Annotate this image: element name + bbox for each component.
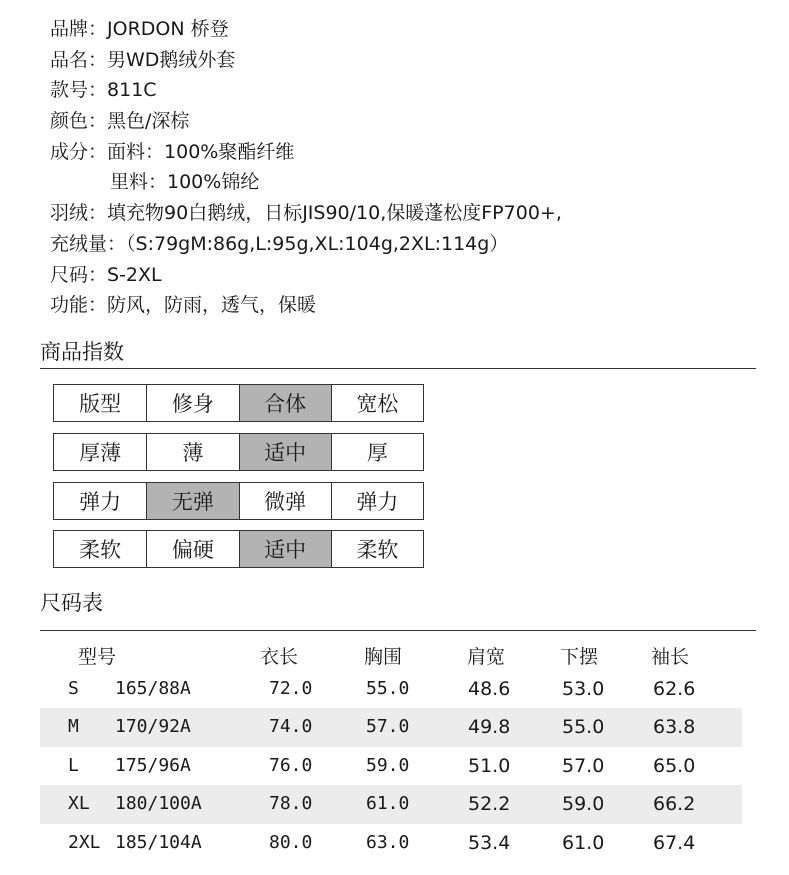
size-row-s	[40, 670, 742, 709]
size-section-title: 尺码表	[40, 591, 103, 615]
size-section-divider	[40, 630, 756, 631]
cell-length: 74.0	[269, 716, 313, 738]
cell-sleeve: 63.8	[653, 716, 696, 739]
index-section-title: 商品指数	[40, 340, 124, 364]
index-option: 偏硬	[146, 531, 238, 567]
index-option: 柔软	[331, 531, 423, 567]
cell-chest: 63.0	[366, 831, 410, 853]
size-chart	[40, 636, 742, 863]
index-row-softness	[53, 530, 424, 568]
spec-function: 功能：防风，防雨，透气，保暖	[50, 294, 317, 317]
cell-shoulder: 53.4	[468, 831, 511, 854]
cell-chest: 61.0	[366, 793, 410, 815]
spec-size-range: 尺码：S-2XL	[50, 263, 162, 286]
index-option: 宽松	[331, 385, 423, 421]
index-option: 修身	[146, 385, 238, 421]
size-row-xl	[40, 785, 742, 824]
index-option: 厚	[331, 434, 423, 470]
header-length: 衣长	[260, 646, 299, 668]
index-option-selected: 适中	[239, 531, 331, 567]
size-row-2xl	[40, 824, 742, 863]
cell-spec: 165/88A	[115, 677, 191, 699]
cell-hem: 59.0	[562, 793, 605, 816]
spec-product-name: 品名：男WD鹅绒外套	[50, 48, 236, 71]
index-option: 薄	[146, 434, 238, 470]
cell-shoulder: 49.8	[468, 716, 511, 739]
cell-hem: 53.0	[562, 677, 605, 700]
cell-hem: 55.0	[562, 716, 605, 739]
cell-size: S	[68, 677, 79, 699]
spec-lining: 里料：100%锦纶	[110, 171, 260, 194]
index-option: 弹力	[331, 483, 423, 519]
product-spec-list	[50, 14, 562, 321]
cell-spec: 170/92A	[115, 716, 191, 738]
index-row-elasticity	[53, 482, 424, 520]
cell-length: 76.0	[269, 754, 313, 776]
size-row-l	[40, 747, 742, 786]
header-sleeve: 袖长	[651, 646, 690, 668]
cell-length: 80.0	[269, 831, 313, 853]
size-row-m	[40, 708, 742, 747]
header-shoulder: 肩宽	[467, 646, 506, 668]
cell-sleeve: 62.6	[653, 677, 696, 700]
cell-hem: 57.0	[562, 754, 605, 777]
cell-shoulder: 51.0	[468, 754, 511, 777]
cell-sleeve: 67.4	[653, 831, 696, 854]
cell-length: 72.0	[269, 677, 313, 699]
spec-composition: 成分：面料：100%聚酯纤维	[50, 140, 295, 163]
cell-size: M	[68, 716, 79, 738]
header-hem: 下摆	[560, 646, 599, 668]
cell-spec: 175/96A	[115, 754, 191, 776]
cell-length: 78.0	[269, 793, 313, 815]
cell-spec: 185/104A	[115, 831, 202, 853]
spec-color: 颜色：黑色/深棕	[50, 110, 190, 133]
cell-chest: 59.0	[366, 754, 410, 776]
index-option: 微弹	[239, 483, 331, 519]
cell-spec: 180/100A	[115, 793, 202, 815]
cell-hem: 61.0	[562, 831, 605, 854]
index-row-name: 版型	[79, 392, 122, 416]
index-option-selected: 适中	[239, 434, 331, 470]
index-row-fit	[53, 384, 424, 422]
cell-chest: 57.0	[366, 716, 410, 738]
index-row-name: 柔软	[79, 538, 122, 562]
index-section-divider	[40, 368, 756, 369]
index-option-selected: 合体	[239, 385, 331, 421]
cell-shoulder: 48.6	[468, 677, 511, 700]
cell-size: XL	[68, 793, 90, 815]
spec-style-number: 款号：811C	[50, 79, 157, 102]
spec-brand: 品牌：JORDON 桥登	[50, 18, 229, 40]
cell-size: L	[68, 754, 79, 776]
index-row-name: 厚薄	[79, 441, 122, 465]
cell-sleeve: 66.2	[653, 793, 696, 816]
header-chest: 胸围	[364, 646, 403, 668]
cell-size: 2XL	[68, 831, 101, 853]
spec-down: 羽绒：填充物90白鹅绒，日标JIS90/10,保暖蓬松度FP700+,	[50, 202, 562, 225]
index-row-thickness	[53, 433, 424, 471]
cell-chest: 55.0	[366, 677, 410, 699]
spec-fill-weight: 充绒量：（S:79gM:86g,L:95g,XL:104g,2XL:114g）	[50, 232, 509, 255]
cell-shoulder: 52.2	[468, 793, 511, 816]
header-model: 型号	[78, 646, 117, 668]
cell-sleeve: 65.0	[653, 754, 696, 777]
index-option-selected: 无弹	[146, 483, 238, 519]
index-row-name: 弹力	[79, 490, 122, 514]
